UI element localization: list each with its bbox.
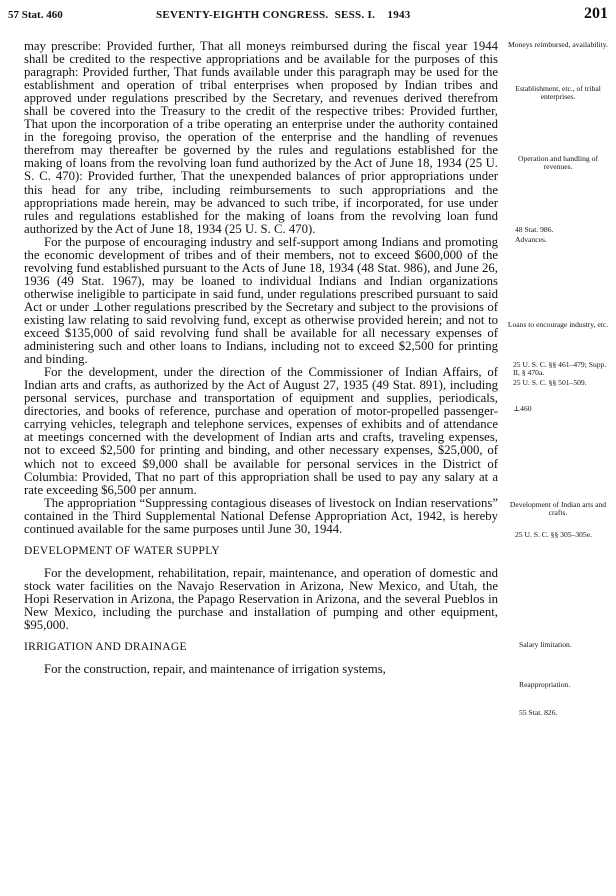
margin-note: 25 U. S. C. §§ 461–479; Supp. II, § 470a.	[513, 360, 607, 378]
running-head	[156, 9, 411, 21]
statute-citation: 57 Stat. 460	[8, 9, 63, 21]
margin-note: Advances.	[515, 235, 547, 244]
margin-note: 48 Stat. 986.	[515, 225, 554, 234]
margin-note: 55 Stat. 826.	[519, 708, 558, 717]
margin-note: 25 U. S. C. §§ 501–509.	[513, 378, 587, 387]
paragraph-irrigation: For the construction, repair, and maintenance of irrigation systems,	[44, 662, 386, 677]
margin-note: 25 U. S. C. §§ 305–305e.	[515, 530, 592, 539]
margin-note: Development of Indian arts and crafts.	[509, 500, 607, 518]
paragraph-revolving-fund-loans: For the purpose of encouraging industry and self-support among Indians and promoting the economic development of tribes and of their members, not to exceed $600,000 of the revolving fund established pursuant to the Acts of June 18, 1934 (48 Stat. 986), and June 26, 1936 (49 Stat. 1967), may be loaned to individual Indians and Indian organizations otherwise ineligible to participate in said fund, under regulations prescribed pursuant to said Act or under ⊥other regulations prescribed by the Secretary and subject to the provisions of existing law relating to said revolving fund, except as otherwise provided herein; and not to exceed $135,000 of said revolving fund shall be available for all necessary expenses of administering such and other loans to Indians, including not to exceed $2,500 for printing and binding.	[24, 234, 498, 367]
year: 1943	[387, 9, 411, 21]
margin-note: Reappropriation.	[519, 680, 571, 689]
paragraph-reappropriation: The appropriation “Suppressing contagious diseases of livestock on Indian reservations” contained in the Third Supplemental National Defense Appropriation Act, 1942, is hereby continued available for the same purposes until June 30, 1944.	[24, 495, 498, 536]
margin-note: Salary limitation.	[519, 640, 572, 649]
margin-note: Operation and handling of revenues.	[518, 154, 598, 172]
paragraph-water-supply: For the development, rehabilitation, repair, maintenance, and operation of domestic and stock water facilities on the Navajo Reservation in Arizona, New Mexico, and Utah, the Hopi Reservation in Arizona, the Papago Reservation in Arizona, and the several Pueblos in New Mexico, including the purchase and installation of pumping and other equipment, $95,000.	[24, 565, 498, 633]
page-number: 201	[584, 5, 608, 22]
margin-note: Establishment, etc., of tribal enterprises.	[515, 84, 601, 102]
paragraph-tribal-enterprises: may prescribe: Provided further, That all moneys reimbursed during the fiscal year 1944 shall be credited to the respective appropriations and be available for the purposes of this paragraph: Provided further, That funds available under this paragraph may be used for the establishment and operation of tribal enterprises when proposed by Indian tribes and approved under regulations prescribed by the Secretary, and revenues derived therefrom shall be covered into the Treasury to the credit of the respective tribes: Provided further, That upon the incorporation of a tribe operating an enterprise under the authority contained in the foregoing proviso, the operation of the enterprise and the handling of revenues therefrom may thereafter be governed by the rules and regulations established for the making of loans from the revolving loan fund authorized by the Act of June 18, 1934 (25 U. S. C. 470): Provided further, That the unexpended balances of prior appropriations under this head for any tribe, including reimbursements to such appropriations and the appropriations made herein, may be advanced to such tribe, if incorporated, for use under rules and regulations established for the making of loans from the revolving loan fund authorized by the Act of June 18, 1934 (25 U. S. C. 470).	[24, 39, 498, 236]
margin-note: Loans to encourage industry, etc.	[507, 320, 609, 329]
margin-note: ⊥460	[513, 404, 532, 413]
margin-note: Moneys reimbursed, availability.	[508, 40, 608, 49]
section-heading-water-supply: DEVELOPMENT OF WATER SUPPLY	[24, 544, 220, 557]
paragraph-indian-arts-crafts: For the development, under the direction of the Commissioner of Indian Affairs, of Indian arts and crafts, as authorized by the Act of August 27, 1935 (49 Stat. 891), including personal services, purchase and transportation of equipment and supplies, periodicals, directories, and books of reference, purchase and operation of motor-propelled passenger-carrying vehicles, telegraph and telephone services, expenses of exhibits and of attendance at meetings concerned with the development of Indian arts and crafts, traveling expenses, not to exceed $2,500 for printing and binding, and other necessary expenses, $25,000, of which not to exceed $9,000 shall be available for personal services in the District of Columbia: Provided, That no part of this appropriation shall be used to pay any salary at a rate exceeding $6,500 per annum.	[24, 365, 498, 497]
congress-name: SEVENTY-EIGHTH CONGRESS.	[156, 9, 329, 21]
section-heading-irrigation: IRRIGATION AND DRAINAGE	[24, 641, 187, 654]
session: SESS. I.	[334, 9, 376, 21]
page-header	[8, 7, 608, 23]
main-text	[24, 40, 498, 676]
